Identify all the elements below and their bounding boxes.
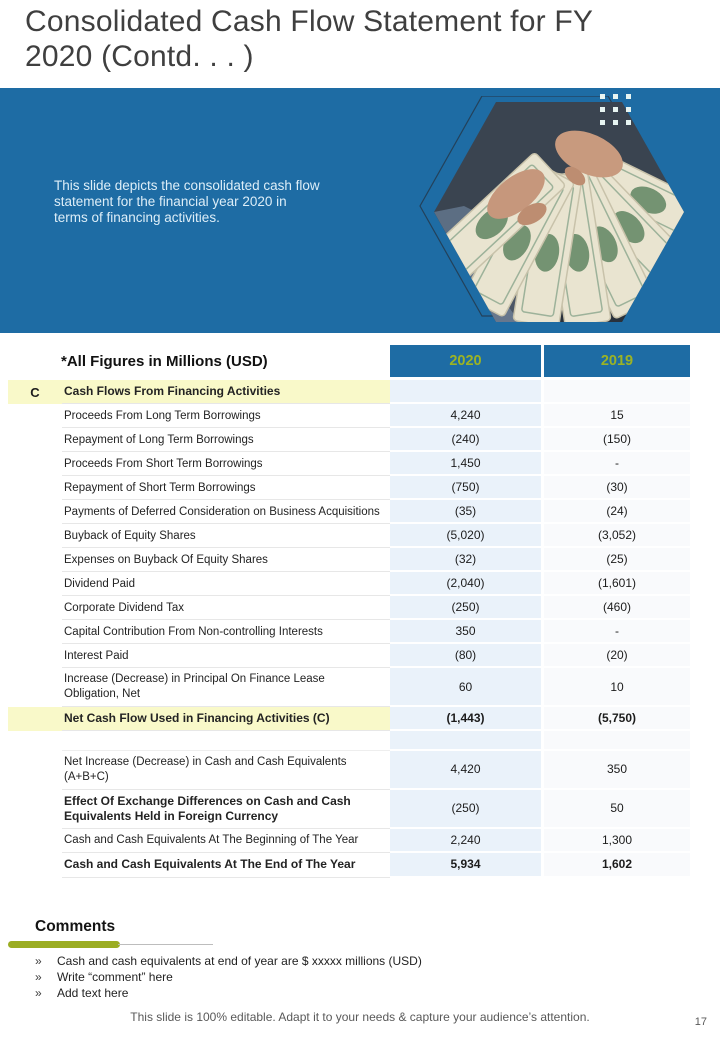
row-value-2019 [541,731,690,751]
row-label: Cash and Cash Equivalents At The End of The Year [62,853,390,877]
row-letter [8,548,62,572]
row-letter [8,500,62,524]
slide-description: This slide depicts the consolidated cash flow statement for the financial year 2020 in terms of financing activities. [54,178,320,225]
row-value-2019: (5,750) [541,707,690,731]
row-value-2019: 350 [541,751,690,789]
table-row [8,707,690,731]
row-letter: C [8,380,62,404]
row-value-2019: 50 [541,790,690,830]
table-row [8,500,690,524]
row-value-2020: (250) [390,790,541,830]
row-label: Repayment of Short Term Borrowings [62,476,390,500]
column-header-2019: 2019 [541,345,690,377]
row-value-2020 [390,380,541,404]
table-row [8,668,690,706]
money-hexagon-image [404,96,684,328]
table-row [8,829,690,853]
row-value-2020 [390,731,541,751]
row-letter [8,668,62,706]
row-value-2019: 1,602 [541,853,690,877]
row-value-2019 [541,380,690,404]
row-value-2019: (1,601) [541,572,690,596]
row-value-2019: - [541,620,690,644]
table-row [8,524,690,548]
row-label: Expenses on Buyback Of Equity Shares [62,548,390,572]
comments-underline-bar [8,941,120,948]
row-letter [8,829,62,853]
table-row [8,548,690,572]
row-letter [8,428,62,452]
comments-list [35,953,635,1001]
row-label: Corporate Dividend Tax [62,596,390,620]
row-label: Net Increase (Decrease) in Cash and Cash Equivalents (A+B+C) [62,751,390,789]
row-value-2020: 5,934 [390,853,541,877]
table-caption: *All Figures in Millions (USD) [61,352,268,370]
row-label: Effect Of Exchange Differences on Cash and Cash Equivalents Held in Foreign Currency [62,790,390,830]
row-label: Capital Contribution From Non-controlling Interests [62,620,390,644]
row-label: Repayment of Long Term Borrowings [62,428,390,452]
row-label: Cash Flows From Financing Activities [62,380,390,404]
row-letter [8,524,62,548]
row-value-2020: (250) [390,596,541,620]
row-letter [8,751,62,789]
cash-flow-table [8,345,690,878]
row-label [62,731,390,751]
row-value-2020: (750) [390,476,541,500]
comments-underline [8,941,208,949]
row-letter [8,790,62,830]
row-letter [8,476,62,500]
row-value-2019: (20) [541,644,690,668]
row-letter [8,853,62,877]
table-row [8,751,690,789]
row-letter [8,731,62,751]
row-value-2020: 4,420 [390,751,541,789]
row-value-2020: 4,240 [390,404,541,428]
dots-grid-icon [600,94,631,125]
row-value-2019: 10 [541,668,690,706]
row-letter [8,452,62,476]
row-letter [8,404,62,428]
column-header-2020: 2020 [390,345,541,377]
table-row [8,404,690,428]
row-value-2019: 15 [541,404,690,428]
table-row [8,476,690,500]
row-value-2019: (150) [541,428,690,452]
table-row [8,428,690,452]
row-label: Net Cash Flow Used in Financing Activities (C) [62,707,390,731]
row-value-2020: 2,240 [390,829,541,853]
table-spacer-row [8,731,690,751]
table-row [8,853,690,877]
comments-heading: Comments [35,918,116,935]
header-band [0,88,720,333]
row-label: Buyback of Equity Shares [62,524,390,548]
comment-text: Write “comment” here [57,970,173,984]
row-letter [8,620,62,644]
row-value-2020: (2,040) [390,572,541,596]
table-row [8,644,690,668]
row-value-2020: (35) [390,500,541,524]
table-row [8,596,690,620]
comment-item [35,953,635,969]
row-value-2019: (24) [541,500,690,524]
table-body [8,380,690,878]
row-label: Cash and Cash Equivalents At The Beginning of The Year [62,829,390,853]
row-label: Interest Paid [62,644,390,668]
bullet-marker-icon: » [35,986,42,1000]
row-value-2019: - [541,452,690,476]
table-row [8,380,690,404]
bullet-marker-icon: » [35,954,42,968]
row-value-2020: (5,020) [390,524,541,548]
row-label: Increase (Decrease) in Principal On Finance Lease Obligation, Net [62,668,390,706]
table-row [8,620,690,644]
comments-underline-line [118,944,213,945]
row-value-2020: (80) [390,644,541,668]
bullet-marker-icon: » [35,970,42,984]
table-row [8,572,690,596]
row-letter [8,644,62,668]
table-row [8,452,690,476]
row-value-2019: (460) [541,596,690,620]
row-value-2019: (3,052) [541,524,690,548]
comment-item [35,985,635,1001]
comment-item [35,969,635,985]
row-value-2019: (25) [541,548,690,572]
slide-title: Consolidated Cash Flow Statement for FY 2020 (Contd. . . ) [25,5,593,74]
table-header [8,345,690,377]
row-label: Dividend Paid [62,572,390,596]
row-value-2020: 1,450 [390,452,541,476]
comment-text: Cash and cash equivalents at end of year are $ xxxxx millions (USD) [57,954,422,968]
row-label: Payments of Deferred Consideration on Business Acquisitions [62,500,390,524]
row-value-2020: (1,443) [390,707,541,731]
row-label: Proceeds From Long Term Borrowings [62,404,390,428]
footer-note: This slide is 100% editable. Adapt it to your needs & capture your audience’s attention. [130,1010,590,1024]
row-value-2020: 350 [390,620,541,644]
row-value-2020: (32) [390,548,541,572]
row-letter [8,596,62,620]
page-number: 17 [694,1016,707,1028]
row-letter [8,572,62,596]
row-letter [8,707,62,731]
comment-text: Add text here [57,986,129,1000]
row-value-2019: (30) [541,476,690,500]
table-row [8,790,690,830]
row-label: Proceeds From Short Term Borrowings [62,452,390,476]
row-value-2020: 60 [390,668,541,706]
row-value-2020: (240) [390,428,541,452]
row-value-2019: 1,300 [541,829,690,853]
